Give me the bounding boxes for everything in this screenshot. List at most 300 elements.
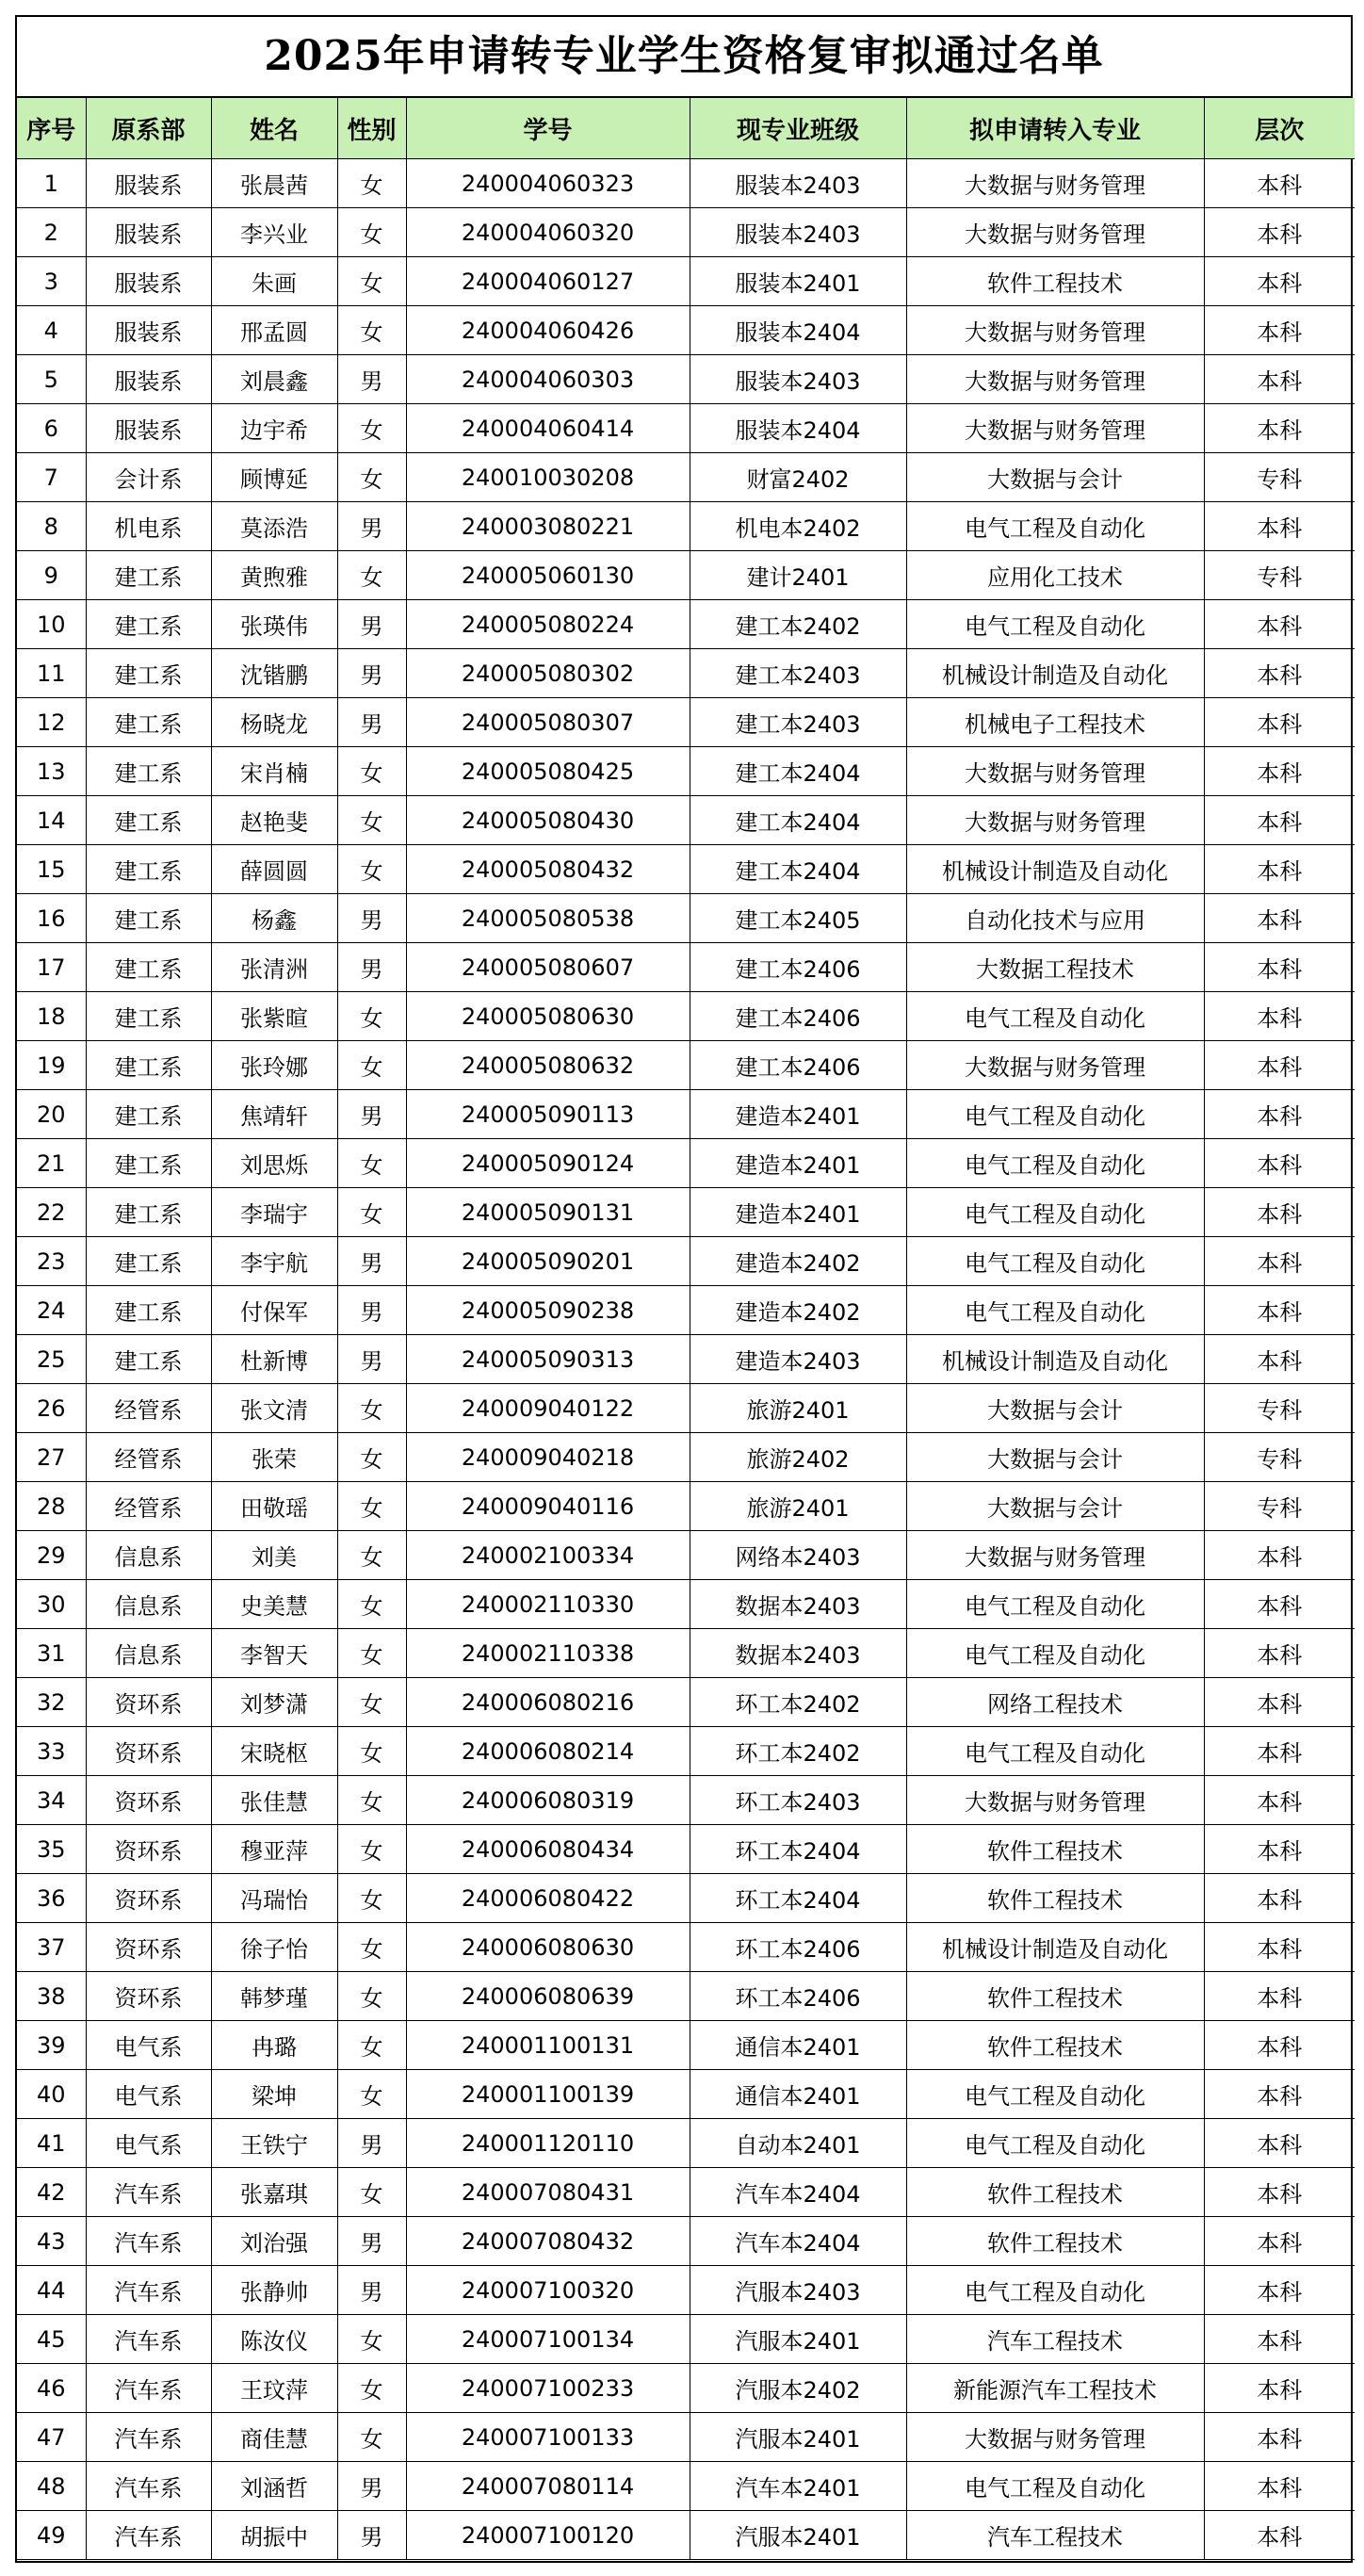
cell-current-class: 汽服本2401 [690, 2511, 906, 2560]
cell-level: 本科 [1204, 1335, 1355, 1384]
cell-target-major: 软件工程技术 [906, 1972, 1204, 2021]
cell-department: 机电系 [86, 502, 211, 551]
cell-level: 本科 [1204, 2168, 1355, 2217]
cell-current-class: 旅游2402 [690, 1433, 906, 1482]
cell-current-class: 数据本2403 [690, 1629, 906, 1678]
cell-gender: 女 [337, 1727, 406, 1776]
cell-name: 穆亚萍 [211, 1825, 337, 1874]
cell-current-class: 机电本2402 [690, 502, 906, 551]
cell-student-id: 240005090124 [406, 1139, 690, 1188]
cell-name: 邢孟圆 [211, 306, 337, 355]
cell-name: 朱画 [211, 257, 337, 306]
cell-target-major: 大数据与财务管理 [906, 355, 1204, 404]
cell-name: 付保军 [211, 1286, 337, 1335]
cell-target-major: 大数据与财务管理 [906, 1531, 1204, 1580]
cell-gender: 女 [337, 2413, 406, 2462]
cell-target-major: 大数据与财务管理 [906, 1776, 1204, 1825]
cell-gender: 女 [337, 1433, 406, 1482]
cell-target-major: 电气工程及自动化 [906, 1286, 1204, 1335]
cell-gender: 女 [337, 1825, 406, 1874]
cell-level: 本科 [1204, 1874, 1355, 1923]
table-row [17, 2119, 1355, 2168]
cell-department: 资环系 [86, 1972, 211, 2021]
cell-department: 资环系 [86, 1727, 211, 1776]
table-row [17, 1041, 1355, 1090]
cell-level: 本科 [1204, 257, 1355, 306]
cell-department: 经管系 [86, 1482, 211, 1531]
cell-department: 信息系 [86, 1580, 211, 1629]
cell-department: 汽车系 [86, 2462, 211, 2511]
cell-name: 顾博延 [211, 453, 337, 502]
page-title: 2025年申请转专业学生资格复审拟通过名单 [17, 17, 1351, 98]
cell-department: 会计系 [86, 453, 211, 502]
table-row [17, 1629, 1355, 1678]
cell-department: 服装系 [86, 404, 211, 453]
cell-target-major: 软件工程技术 [906, 257, 1204, 306]
header-level: 层次 [1204, 98, 1355, 159]
cell-department: 建工系 [86, 1139, 211, 1188]
cell-target-major: 网络工程技术 [906, 1678, 1204, 1727]
cell-department: 汽车系 [86, 2364, 211, 2413]
cell-index: 35 [17, 1825, 86, 1874]
cell-student-id: 240005090313 [406, 1335, 690, 1384]
cell-current-class: 环工本2402 [690, 1678, 906, 1727]
cell-level: 本科 [1204, 2315, 1355, 2364]
cell-department: 建工系 [86, 992, 211, 1041]
table-row [17, 747, 1355, 796]
cell-current-class: 财富2402 [690, 453, 906, 502]
cell-index: 33 [17, 1727, 86, 1776]
cell-level: 本科 [1204, 159, 1355, 208]
cell-index: 21 [17, 1139, 86, 1188]
cell-level: 本科 [1204, 1776, 1355, 1825]
cell-name: 刘晨鑫 [211, 355, 337, 404]
cell-index: 37 [17, 1923, 86, 1972]
cell-level: 本科 [1204, 649, 1355, 698]
cell-target-major: 大数据与会计 [906, 1482, 1204, 1531]
cell-current-class: 汽车本2404 [690, 2217, 906, 2266]
cell-target-major: 大数据与财务管理 [906, 208, 1204, 257]
table-row [17, 2462, 1355, 2511]
cell-gender: 女 [337, 1188, 406, 1237]
cell-current-class: 环工本2403 [690, 1776, 906, 1825]
cell-level: 专科 [1204, 1482, 1355, 1531]
cell-name: 刘思烁 [211, 1139, 337, 1188]
cell-gender: 男 [337, 698, 406, 747]
table-row [17, 600, 1355, 649]
cell-index: 3 [17, 257, 86, 306]
table-row [17, 2168, 1355, 2217]
cell-name: 李宇航 [211, 1237, 337, 1286]
cell-name: 张晨茜 [211, 159, 337, 208]
table-row [17, 1335, 1355, 1384]
cell-name: 宋晓枢 [211, 1727, 337, 1776]
table-row [17, 1580, 1355, 1629]
cell-level: 本科 [1204, 1286, 1355, 1335]
cell-index: 13 [17, 747, 86, 796]
cell-level: 本科 [1204, 2511, 1355, 2560]
cell-target-major: 大数据工程技术 [906, 943, 1204, 992]
cell-target-major: 软件工程技术 [906, 1874, 1204, 1923]
cell-department: 建工系 [86, 698, 211, 747]
cell-index: 30 [17, 1580, 86, 1629]
table-row [17, 1678, 1355, 1727]
cell-student-id: 240009040218 [406, 1433, 690, 1482]
document-sheet [15, 15, 1353, 2563]
cell-target-major: 软件工程技术 [906, 2217, 1204, 2266]
cell-name: 陈汝仪 [211, 2315, 337, 2364]
student-table [17, 98, 1355, 2560]
cell-index: 28 [17, 1482, 86, 1531]
cell-current-class: 通信本2401 [690, 2021, 906, 2070]
cell-student-id: 240002110338 [406, 1629, 690, 1678]
cell-index: 25 [17, 1335, 86, 1384]
cell-gender: 女 [337, 404, 406, 453]
cell-gender: 女 [337, 992, 406, 1041]
cell-level: 本科 [1204, 2462, 1355, 2511]
cell-current-class: 汽车本2404 [690, 2168, 906, 2217]
cell-student-id: 240009040122 [406, 1384, 690, 1433]
cell-level: 本科 [1204, 894, 1355, 943]
table-row [17, 2511, 1355, 2560]
cell-level: 本科 [1204, 796, 1355, 845]
cell-current-class: 建造本2402 [690, 1286, 906, 1335]
cell-name: 史美慧 [211, 1580, 337, 1629]
cell-name: 王铁宁 [211, 2119, 337, 2168]
table-row [17, 992, 1355, 1041]
cell-gender: 男 [337, 2511, 406, 2560]
cell-index: 36 [17, 1874, 86, 1923]
cell-current-class: 建工本2404 [690, 796, 906, 845]
cell-current-class: 环工本2404 [690, 1825, 906, 1874]
cell-gender: 女 [337, 1531, 406, 1580]
cell-index: 16 [17, 894, 86, 943]
cell-target-major: 电气工程及自动化 [906, 1727, 1204, 1776]
cell-department: 经管系 [86, 1384, 211, 1433]
cell-current-class: 汽服本2401 [690, 2413, 906, 2462]
cell-index: 43 [17, 2217, 86, 2266]
cell-current-class: 旅游2401 [690, 1482, 906, 1531]
cell-target-major: 大数据与财务管理 [906, 159, 1204, 208]
cell-current-class: 建工本2406 [690, 943, 906, 992]
cell-name: 李瑞宇 [211, 1188, 337, 1237]
cell-student-id: 240005080224 [406, 600, 690, 649]
cell-index: 46 [17, 2364, 86, 2413]
cell-name: 张嘉琪 [211, 2168, 337, 2217]
cell-target-major: 应用化工技术 [906, 551, 1204, 600]
cell-level: 本科 [1204, 502, 1355, 551]
table-row [17, 649, 1355, 698]
cell-name: 张文清 [211, 1384, 337, 1433]
cell-name: 杨鑫 [211, 894, 337, 943]
cell-index: 2 [17, 208, 86, 257]
cell-gender: 女 [337, 159, 406, 208]
cell-name: 冯瑞怡 [211, 1874, 337, 1923]
cell-student-id: 240005090131 [406, 1188, 690, 1237]
cell-gender: 女 [337, 1384, 406, 1433]
cell-level: 本科 [1204, 1678, 1355, 1727]
cell-level: 专科 [1204, 453, 1355, 502]
cell-level: 专科 [1204, 551, 1355, 600]
cell-target-major: 电气工程及自动化 [906, 1188, 1204, 1237]
cell-department: 建工系 [86, 1335, 211, 1384]
cell-level: 本科 [1204, 600, 1355, 649]
table-body [17, 159, 1355, 2560]
cell-student-id: 240006080630 [406, 1923, 690, 1972]
cell-index: 47 [17, 2413, 86, 2462]
table-row [17, 2413, 1355, 2462]
table-row [17, 943, 1355, 992]
cell-name: 张佳慧 [211, 1776, 337, 1825]
cell-gender: 女 [337, 2021, 406, 2070]
cell-current-class: 服装本2403 [690, 159, 906, 208]
cell-department: 建工系 [86, 845, 211, 894]
cell-index: 45 [17, 2315, 86, 2364]
table-row [17, 894, 1355, 943]
cell-name: 梁坤 [211, 2070, 337, 2119]
cell-student-id: 240006080214 [406, 1727, 690, 1776]
cell-current-class: 建工本2405 [690, 894, 906, 943]
cell-target-major: 电气工程及自动化 [906, 1139, 1204, 1188]
cell-student-id: 240007100120 [406, 2511, 690, 2560]
table-row [17, 1139, 1355, 1188]
cell-name: 杨晓龙 [211, 698, 337, 747]
cell-current-class: 建造本2403 [690, 1335, 906, 1384]
cell-department: 服装系 [86, 355, 211, 404]
cell-name: 刘涵哲 [211, 2462, 337, 2511]
cell-current-class: 环工本2402 [690, 1727, 906, 1776]
cell-name: 张清洲 [211, 943, 337, 992]
cell-department: 建工系 [86, 1041, 211, 1090]
cell-gender: 女 [337, 1923, 406, 1972]
cell-department: 资环系 [86, 1776, 211, 1825]
table-row [17, 845, 1355, 894]
cell-gender: 女 [337, 2168, 406, 2217]
cell-name: 杜新博 [211, 1335, 337, 1384]
header-target-major: 拟申请转入专业 [906, 98, 1204, 159]
cell-gender: 女 [337, 796, 406, 845]
table-row [17, 2364, 1355, 2413]
cell-student-id: 240002100334 [406, 1531, 690, 1580]
table-row [17, 355, 1355, 404]
cell-gender: 男 [337, 1090, 406, 1139]
cell-target-major: 电气工程及自动化 [906, 1090, 1204, 1139]
cell-target-major: 机械电子工程技术 [906, 698, 1204, 747]
cell-current-class: 建工本2406 [690, 992, 906, 1041]
cell-gender: 男 [337, 502, 406, 551]
cell-index: 48 [17, 2462, 86, 2511]
header-current-class: 现专业班级 [690, 98, 906, 159]
cell-department: 资环系 [86, 1825, 211, 1874]
cell-current-class: 建造本2401 [690, 1090, 906, 1139]
cell-current-class: 汽服本2403 [690, 2266, 906, 2315]
cell-target-major: 大数据与会计 [906, 1433, 1204, 1482]
cell-department: 建工系 [86, 747, 211, 796]
cell-target-major: 汽车工程技术 [906, 2511, 1204, 2560]
cell-student-id: 240002110330 [406, 1580, 690, 1629]
cell-level: 本科 [1204, 404, 1355, 453]
table-row [17, 1090, 1355, 1139]
cell-index: 26 [17, 1384, 86, 1433]
cell-gender: 女 [337, 1629, 406, 1678]
table-row [17, 502, 1355, 551]
cell-gender: 女 [337, 1972, 406, 2021]
cell-gender: 女 [337, 1139, 406, 1188]
cell-target-major: 电气工程及自动化 [906, 2119, 1204, 2168]
cell-current-class: 服装本2404 [690, 306, 906, 355]
table-row [17, 2021, 1355, 2070]
cell-target-major: 电气工程及自动化 [906, 1629, 1204, 1678]
cell-student-id: 240005090113 [406, 1090, 690, 1139]
cell-department: 服装系 [86, 208, 211, 257]
cell-department: 建工系 [86, 1286, 211, 1335]
cell-gender: 女 [337, 2364, 406, 2413]
cell-level: 本科 [1204, 1727, 1355, 1776]
cell-current-class: 服装本2403 [690, 355, 906, 404]
cell-index: 4 [17, 306, 86, 355]
cell-target-major: 电气工程及自动化 [906, 502, 1204, 551]
cell-current-class: 建工本2403 [690, 698, 906, 747]
cell-department: 电气系 [86, 2119, 211, 2168]
cell-level: 本科 [1204, 2266, 1355, 2315]
cell-gender: 女 [337, 1041, 406, 1090]
table-row [17, 257, 1355, 306]
cell-name: 李兴业 [211, 208, 337, 257]
cell-department: 资环系 [86, 1678, 211, 1727]
cell-level: 本科 [1204, 208, 1355, 257]
table-row [17, 698, 1355, 747]
table-row [17, 1188, 1355, 1237]
table-row [17, 1874, 1355, 1923]
cell-student-id: 240007100133 [406, 2413, 690, 2462]
cell-student-id: 240007080431 [406, 2168, 690, 2217]
cell-gender: 男 [337, 1237, 406, 1286]
cell-student-id: 240007080432 [406, 2217, 690, 2266]
cell-gender: 男 [337, 355, 406, 404]
cell-department: 经管系 [86, 1433, 211, 1482]
cell-current-class: 建工本2402 [690, 600, 906, 649]
cell-level: 本科 [1204, 698, 1355, 747]
cell-level: 本科 [1204, 1972, 1355, 2021]
cell-index: 1 [17, 159, 86, 208]
cell-student-id: 240005080432 [406, 845, 690, 894]
table-row [17, 1237, 1355, 1286]
table-row [17, 2070, 1355, 2119]
cell-student-id: 240001100139 [406, 2070, 690, 2119]
cell-index: 8 [17, 502, 86, 551]
cell-student-id: 240001120110 [406, 2119, 690, 2168]
cell-index: 38 [17, 1972, 86, 2021]
cell-department: 电气系 [86, 2070, 211, 2119]
table-row [17, 2217, 1355, 2266]
cell-target-major: 大数据与财务管理 [906, 2413, 1204, 2462]
table-row [17, 1433, 1355, 1482]
cell-student-id: 240007100320 [406, 2266, 690, 2315]
cell-department: 服装系 [86, 257, 211, 306]
cell-student-id: 240006080434 [406, 1825, 690, 1874]
cell-gender: 女 [337, 2070, 406, 2119]
cell-current-class: 汽车本2401 [690, 2462, 906, 2511]
cell-current-class: 建造本2402 [690, 1237, 906, 1286]
cell-target-major: 大数据与会计 [906, 1384, 1204, 1433]
cell-target-major: 汽车工程技术 [906, 2315, 1204, 2364]
cell-index: 27 [17, 1433, 86, 1482]
table-row [17, 1923, 1355, 1972]
cell-level: 本科 [1204, 1825, 1355, 1874]
cell-current-class: 汽服本2402 [690, 2364, 906, 2413]
cell-index: 17 [17, 943, 86, 992]
cell-target-major: 新能源汽车工程技术 [906, 2364, 1204, 2413]
cell-target-major: 机械设计制造及自动化 [906, 1335, 1204, 1384]
cell-current-class: 汽服本2401 [690, 2315, 906, 2364]
cell-gender: 女 [337, 306, 406, 355]
cell-student-id: 240010030208 [406, 453, 690, 502]
cell-target-major: 电气工程及自动化 [906, 2070, 1204, 2119]
cell-department: 资环系 [86, 1874, 211, 1923]
cell-student-id: 240007100134 [406, 2315, 690, 2364]
cell-level: 本科 [1204, 2119, 1355, 2168]
cell-name: 李智天 [211, 1629, 337, 1678]
cell-target-major: 机械设计制造及自动化 [906, 1923, 1204, 1972]
cell-level: 本科 [1204, 1629, 1355, 1678]
cell-name: 张紫暄 [211, 992, 337, 1041]
cell-gender: 女 [337, 453, 406, 502]
cell-name: 徐子怡 [211, 1923, 337, 1972]
cell-name: 沈锴鹏 [211, 649, 337, 698]
cell-level: 本科 [1204, 1041, 1355, 1090]
cell-department: 资环系 [86, 1923, 211, 1972]
cell-current-class: 建造本2401 [690, 1188, 906, 1237]
cell-student-id: 240005060130 [406, 551, 690, 600]
cell-current-class: 通信本2401 [690, 2070, 906, 2119]
table-row [17, 453, 1355, 502]
cell-student-id: 240003080221 [406, 502, 690, 551]
cell-target-major: 大数据与财务管理 [906, 747, 1204, 796]
cell-target-major: 软件工程技术 [906, 2168, 1204, 2217]
cell-gender: 女 [337, 747, 406, 796]
cell-department: 汽车系 [86, 2315, 211, 2364]
table-row [17, 208, 1355, 257]
header-index: 序号 [17, 98, 86, 159]
cell-level: 本科 [1204, 1188, 1355, 1237]
cell-level: 本科 [1204, 747, 1355, 796]
cell-target-major: 机械设计制造及自动化 [906, 649, 1204, 698]
cell-name: 张玲娜 [211, 1041, 337, 1090]
cell-gender: 男 [337, 1335, 406, 1384]
cell-level: 本科 [1204, 2364, 1355, 2413]
cell-current-class: 建工本2404 [690, 747, 906, 796]
cell-index: 29 [17, 1531, 86, 1580]
cell-index: 15 [17, 845, 86, 894]
cell-current-class: 建工本2406 [690, 1041, 906, 1090]
cell-student-id: 240004060303 [406, 355, 690, 404]
cell-student-id: 240005080538 [406, 894, 690, 943]
cell-level: 本科 [1204, 306, 1355, 355]
cell-student-id: 240001100131 [406, 2021, 690, 2070]
table-row [17, 796, 1355, 845]
cell-gender: 女 [337, 2315, 406, 2364]
cell-level: 本科 [1204, 1139, 1355, 1188]
cell-gender: 男 [337, 943, 406, 992]
cell-index: 42 [17, 2168, 86, 2217]
cell-student-id: 240009040116 [406, 1482, 690, 1531]
cell-student-id: 240006080422 [406, 1874, 690, 1923]
table-row [17, 2315, 1355, 2364]
table-row [17, 2266, 1355, 2315]
cell-gender: 男 [337, 1286, 406, 1335]
table-row [17, 1286, 1355, 1335]
cell-current-class: 建工本2403 [690, 649, 906, 698]
